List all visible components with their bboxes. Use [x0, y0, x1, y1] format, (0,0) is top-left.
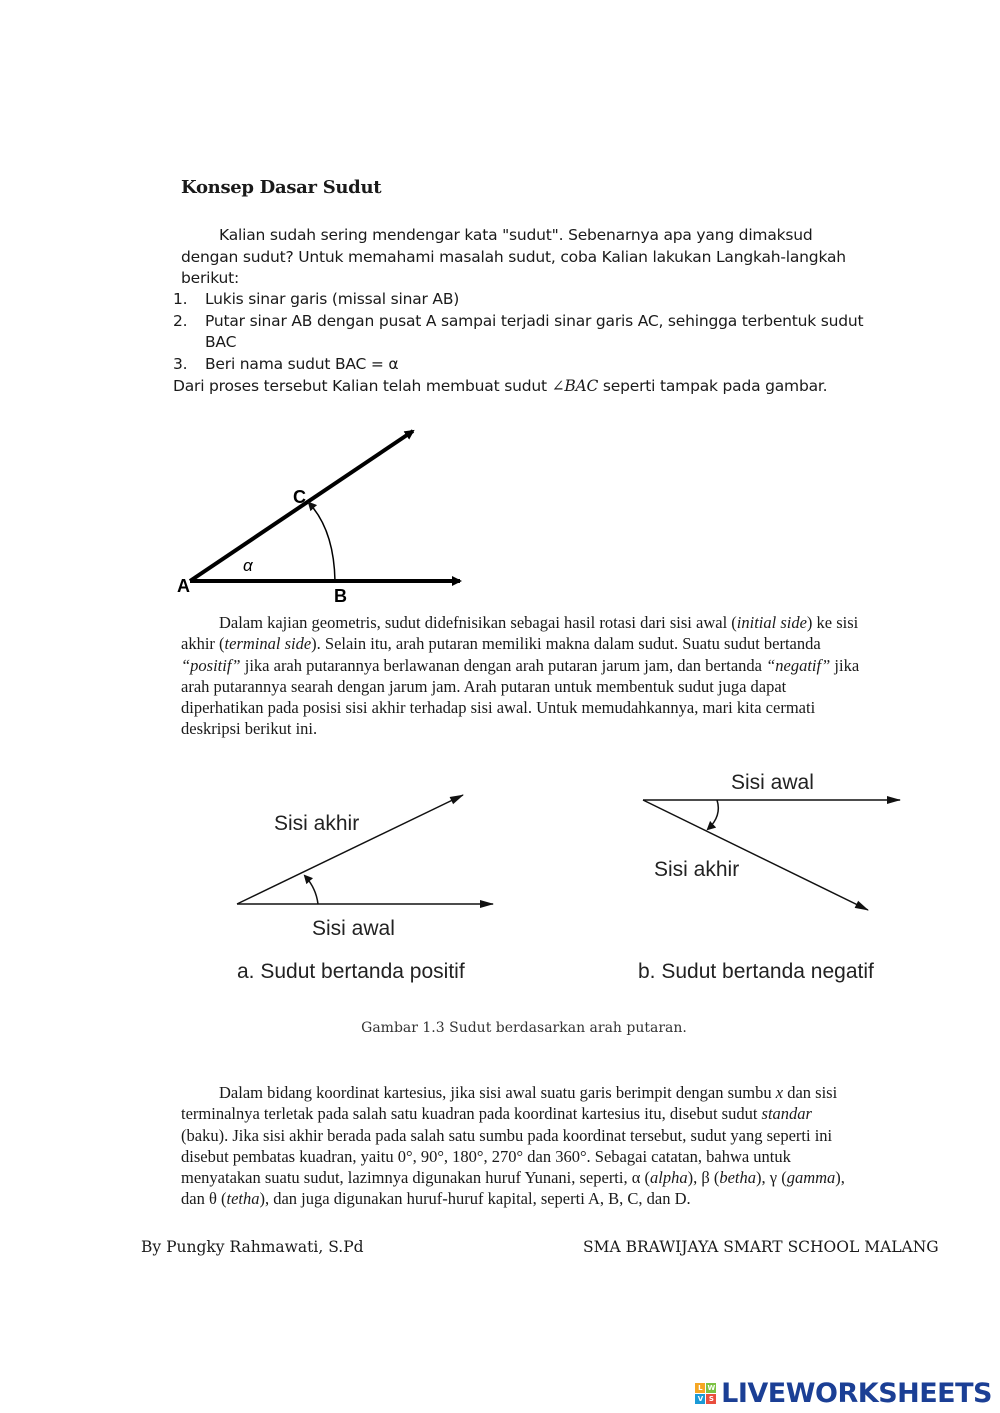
paragraph-rotation: [181, 612, 861, 740]
figure-caption: Gambar 1.3 Sudut berdasarkan arah putaran.: [361, 1020, 687, 1036]
label-b: B: [334, 586, 347, 606]
label-a: A: [177, 576, 190, 596]
intro-line: dengan sudut? Untuk memahami masalah sudut, coba Kalian lakukan Langkah-langkah: [181, 247, 846, 266]
label-sisi-akhir-a: Sisi akhir: [274, 812, 360, 835]
list-text: Lukis sinar garis (missal sinar AB): [205, 290, 460, 308]
rotation-arc-positive: [305, 876, 318, 904]
list-text: Beri nama sudut BAC = α: [205, 354, 399, 373]
caption-b: b. Sudut bertanda negatif: [638, 960, 874, 983]
paragraph-text: Dalam bidang koordinat kartesius, jika sisi awal suatu garis berimpit dengan sumbu x dan sisi terminalnya terletak pada salah satu kuadran pada koordinat kartesius itu, disebut sudut standar (baku). Jika sisi akhir berada pada salah satu sumbu pada koordinat tersebut, sudut yang seperti ini disebut pembatas kuadran, yaitu 0°, 90°, 180°, 270° dan 360°. Sebagai catatan, bahwa untuk menyatakan suatu sudut, lazimnya digunakan huruf Yunani, seperti, α (alpha), β (betha), γ (gamma), dan θ (tetha), dan juga digunakan huruf-huruf kapital, seperti A, B, C, dan D.: [181, 1083, 845, 1209]
rotation-arc-negative: [708, 800, 718, 829]
intro-line: berikut:: [181, 269, 240, 287]
dari-text: seperti tampak pada gambar.: [598, 377, 828, 395]
label-c: C: [293, 487, 306, 507]
label-sisi-akhir-b: Sisi akhir: [654, 858, 740, 881]
list-number: 1.: [173, 290, 188, 308]
label-sisi-awal-a: Sisi awal: [312, 917, 395, 940]
dari-text: Dari proses tersebut Kalian telah membuat sudut: [173, 377, 552, 395]
label-sisi-awal-b: Sisi awal: [731, 771, 814, 794]
terminal-side-b: [643, 800, 868, 910]
footer-author: By Pungky Rahmawati, S.Pd: [141, 1238, 364, 1256]
caption-a: a. Sudut bertanda positif: [237, 960, 465, 983]
angle-notation: ∠BAC: [551, 377, 599, 395]
paragraph-text: Dalam kajian geometris, sudut didefnisikan sebagai hasil rotasi dari sisi awal (initial side) ke sisi akhir (terminal side). Selain itu, arah putaran memiliki makna dalam sudut. Suatu sudut bertanda “positif” jika arah putarannya berlawanan dengan arah putaran jarum jam, dan bertanda “negatif” jika arah putarannya searah dengan jarum jam. Arah putaran untuk membentuk sudut juga dapat diperhatikan pada posisi sisi akhir terhadap sisi awal. Untuk memudahkannya, mari kita cermati deskripsi berikut ini.: [181, 613, 860, 739]
list-text: Putar sinar AB dengan pusat A sampai terjadi sinar garis AC, sehingga terbentuk sudut BAC: [205, 311, 864, 351]
footer-school: SMA BRAWIJAYA SMART SCHOOL MALANG: [583, 1238, 939, 1256]
page-title: Konsep Dasar Sudut: [181, 177, 382, 198]
intro-line: Kalian sudah sering mendengar kata "sudut". Sebenarnya apa yang dimaksud: [219, 226, 813, 244]
liveworksheets-logo[interactable]: [695, 1378, 992, 1409]
label-alpha: α: [243, 556, 253, 575]
logo-text: LIVEWORKSHEETS: [721, 1378, 992, 1409]
list-number: 2.: [173, 311, 188, 330]
list-number: 3.: [173, 354, 188, 373]
rotation-arc: [309, 503, 335, 581]
logo-icon: L W V S: [695, 1383, 716, 1404]
paragraph-cartesian: [181, 1082, 861, 1210]
